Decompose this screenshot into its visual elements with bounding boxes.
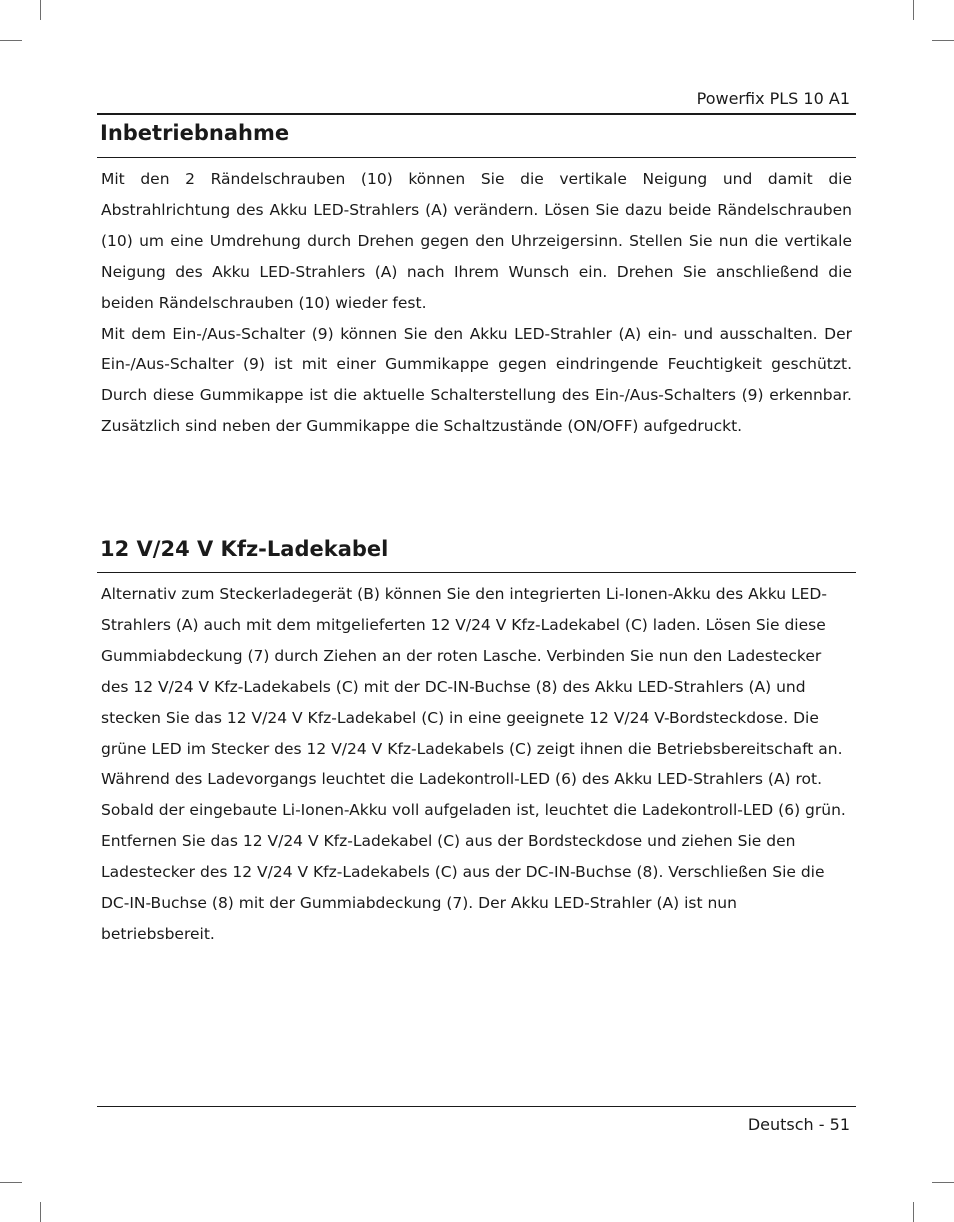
section-body-inbetriebnahme bbox=[101, 164, 852, 442]
crop-mark bbox=[40, 0, 41, 20]
crop-mark bbox=[932, 1182, 954, 1183]
section-rule bbox=[97, 572, 856, 573]
paragraph: Mit dem Ein-/Aus-Schalter (9) können Sie den Akku LED-Strahler (A) ein- und ausschalten. Der Ein-/Aus-Schalter (9) ist mit einer Gummikappe gegen eindringende Feuchtigkeit geschützt. Durch diese Gummikappe ist die aktuelle Schalterstellung des Ein-/Aus-Schalters (9) erkennbar. Zusätzlich sind neben der Gummikappe die Schaltzustände (ON/OFF) aufgedruckt. bbox=[101, 324, 852, 436]
crop-mark bbox=[913, 1202, 914, 1222]
running-header: Powerfix PLS 10 A1 bbox=[696, 89, 850, 108]
header-rule bbox=[97, 113, 856, 115]
page-number: Deutsch - 51 bbox=[747, 1115, 850, 1134]
crop-mark bbox=[0, 1182, 22, 1183]
crop-mark bbox=[913, 0, 914, 20]
section-rule bbox=[97, 157, 856, 158]
crop-mark bbox=[932, 40, 954, 41]
section-body-kfz-ladekabel bbox=[101, 579, 852, 950]
paragraph: Mit den 2 Rändelschrauben (10) können Sie die vertikale Neigung und damit die Abstrahlrichtung des Akku LED-Strahlers (A) verändern. Lösen Sie dazu beide Rändelschrauben (10) um eine Umdrehung durch Drehen gegen den Uhrzeigersinn. Stellen Sie nun die vertikale Neigung des Akku LED-Strahlers (A) nach Ihrem Wunsch ein. Drehen Sie anschließend die beiden Rändelschrauben (10) wieder fest. bbox=[101, 170, 852, 312]
crop-mark bbox=[0, 40, 22, 41]
footer-rule bbox=[97, 1106, 856, 1107]
section-title-inbetriebnahme: Inbetriebnahme bbox=[100, 121, 290, 145]
section-title-kfz-ladekabel: 12 V/24 V Kfz-Ladekabel bbox=[100, 537, 389, 561]
paragraph: Alternativ zum Steckerladegerät (B) können Sie den integrierten Li-Ionen-Akku des Akku LED-Strahlers (A) auch mit dem mitgelieferten 12 V/24 V Kfz-Ladekabel (C) laden. Lösen Sie diese Gummiabdeckung (7) durch Ziehen an der roten Lasche. Verbinden Sie nun den Ladestecker des 12 V/24 V Kfz-Ladekabels (C) mit der DC-IN-Buchse (8) des Akku LED-Strahlers (A) und stecken Sie das 12 V/24 V Kfz-Ladekabel (C) in eine geeignete 12 V/24 V-Bordsteckdose. Die grüne LED im Stecker des 12 V/24 V Kfz-Ladekabels (C) zeigt ihnen die Betriebsbereitschaft an. Während des Ladevorgangs leuchtet die Ladekontroll-LED (6) des Akku LED-Strahlers (A) rot. Sobald der eingebaute Li-Ionen-Akku voll aufgeladen ist, leuchtet die Ladekontroll-LED (6) grün. Entfernen Sie das 12 V/24 V Kfz-Ladekabel (C) aus der Bordsteckdose und ziehen Sie den Ladestecker des 12 V/24 V Kfz-Ladekabels (C) aus der DC-IN-Buchse (8). Verschließen Sie die DC-IN-Buchse (8) mit der Gummiabdeckung (7). Der Akku LED-Strahler (A) ist nun betriebsbereit. bbox=[101, 585, 846, 943]
crop-mark bbox=[40, 1202, 41, 1222]
